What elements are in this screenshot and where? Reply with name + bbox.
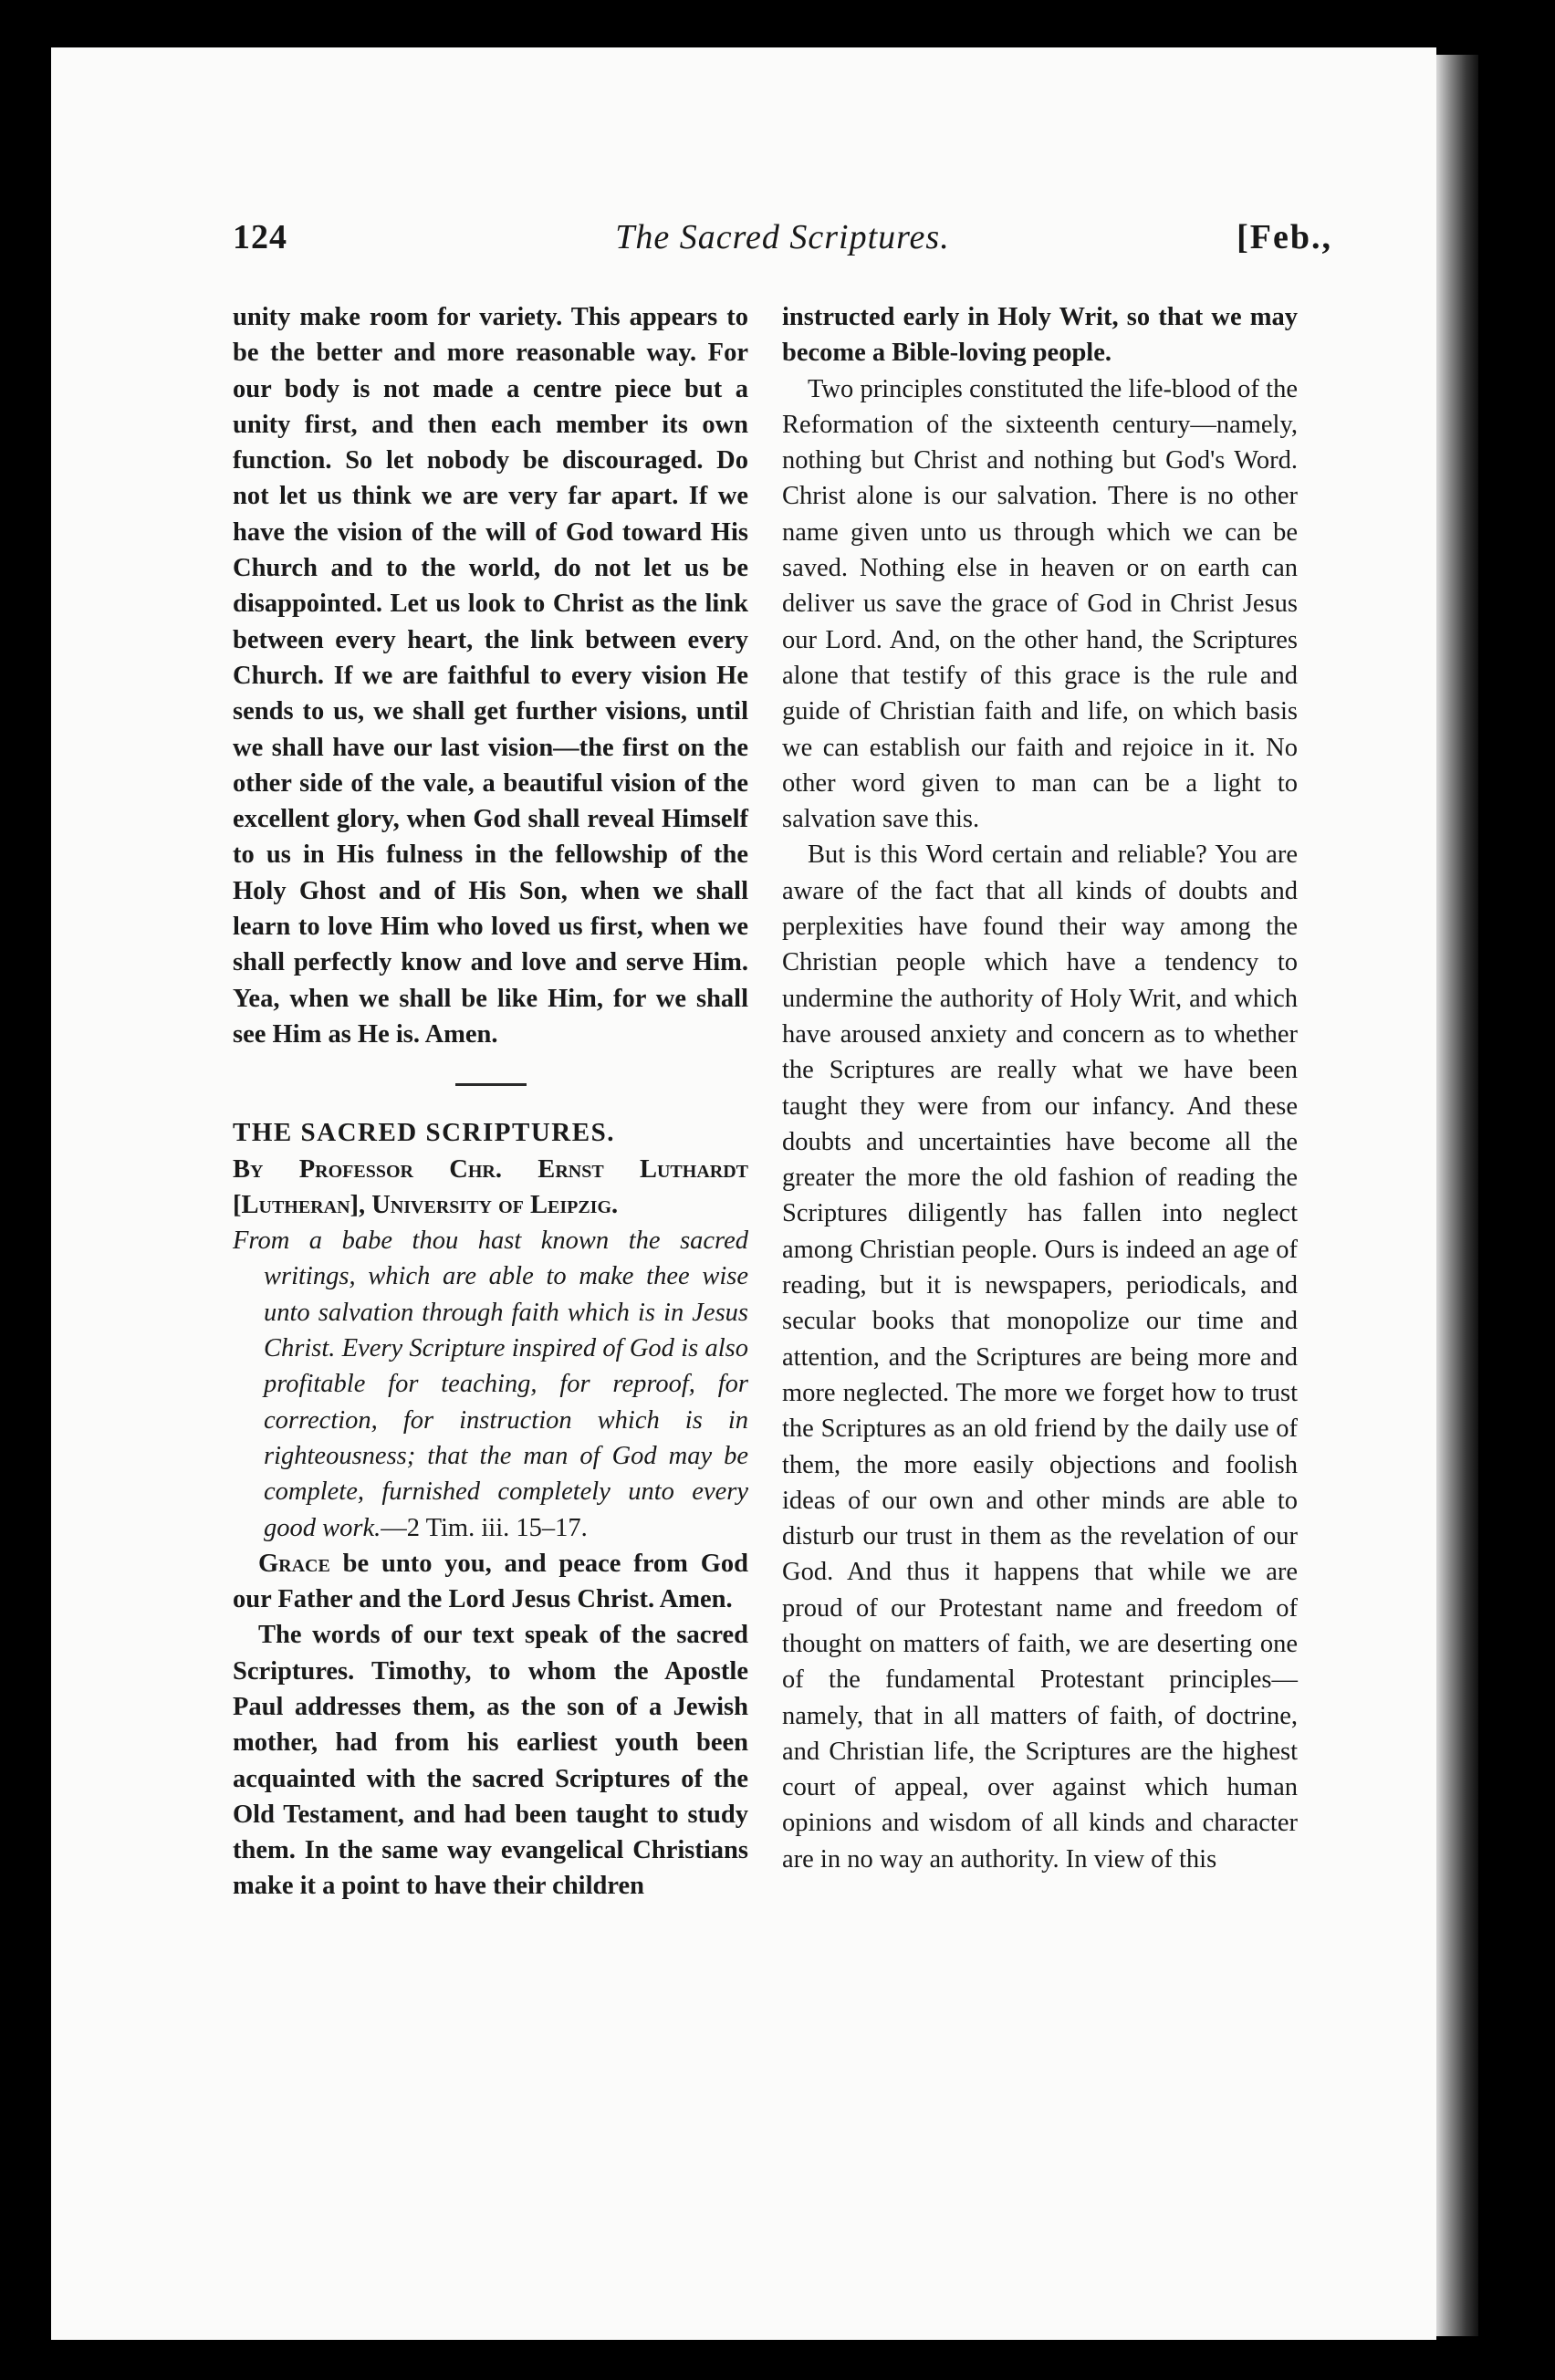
epigraph-text: From a babe thou hast known the sacred writings, which are able to make thee wise unto salvation through faith which is in Jesus Christ. Every Scripture inspired of God is also profitable for teaching, for reproof, for correction, for instruction which is in righteousness; that the man of God may be complete, furnished completely unto every good work.: [233, 1227, 748, 1542]
salutation-text: be unto you, and peace from God our Father and the Lord Jesus Christ. Amen.: [233, 1549, 748, 1614]
running-title: The Sacred Scriptures.: [615, 218, 950, 256]
body-paragraph: The words of our text speak of the sacred Scriptures. Timothy, to whom the Apostle Paul addresses them, as the son of a Jewish mother, had from his earliest youth been acquainted with the sacred Scriptures of the Old Testament, and had been taught to study them. In the same way evangelical Christians make it a point to have their children: [233, 1621, 748, 1901]
left-column: [233, 299, 748, 1905]
body-paragraph: Two principles constituted the life-blood of the Reformation of the sixteenth century—namely, nothing but Christ and nothing but God's Word. Christ alone is our salvation. There is no other name given unto us through which we can be saved. Nothing else in heaven or on earth can deliver us save the grace of God in Christ Jesus our Lord. And, on the other hand, the Scriptures alone that testify of this grace is the rule and guide of Christian faith and life, on which basis we can establish our faith and rejoice in it. No other word given to man can be a light to salvation save this.: [782, 374, 1298, 834]
salutation-lead: Grace: [258, 1549, 330, 1578]
scripture-epigraph: [233, 1223, 748, 1546]
article-byline: By Professor Chr. Ernst Luthardt [Lutheran], University of Leipzig.: [233, 1154, 748, 1219]
running-head: [233, 217, 1332, 263]
running-date: [Feb.,: [1237, 218, 1332, 256]
continued-paragraph: unity make room for variety. This appears to be the better and more reasonable way. For our body is not made a centre piece but a unity first, and then each member its own function. So let nobody be discouraged. Do not let us think we are very far apart. If we have the vision of the will of God toward His Church and to the world, do not let us be disappointed. Let us look to Christ as the link between every heart, the link between every Church. If we are faithful to every vision He sends to us, we shall get further visions, until we shall have our last vision—the first on the other side of the vale, a beautiful vision of the excellent glory, when God shall reveal Himself to us in His fulness in the fellowship of the Holy Ghost and of His Son, when we shall learn to love Him who loved us first, when we shall perfectly know and love and serve Him. Yea, when we shall be like Him, for we shall see Him as He is. Amen.: [233, 303, 748, 1049]
section-divider: [455, 1083, 527, 1086]
body-paragraph: But is this Word certain and reliable? You are aware of the fact that all kinds of doubts and perplexities have found their way among the Christian people which have a tendency to undermine the authority of Holy Writ, and which have aroused anxiety and concern as to whether the Scriptures are really what we have been taught they were from our infancy. And these doubts and uncertainties have become all the greater the more the old fashion of reading the Scriptures diligently has fallen into neglect among Christian people. Ours is indeed an age of reading, but it is newspapers, periodicals, and secular books that monopolize our time and attention, and the Scriptures are being more and more neglected. The more we forget how to trust the Scriptures as an old friend by the daily use of them, the more easily objections and foolish ideas of our own and other minds are able to disturb our trust in them as the revelation of our God. And thus it happens that while we are proud of our Protestant name and freedom of thought on matters of faith, we are deserting one of the fundamental Protestant principles—namely, that in all matters of faith, of doctrine, and Christian life, the Scriptures are the highest court of appeal, over against which human opinions and wisdom of all kinds and character are in no way an authority. In view of this: [782, 840, 1298, 1874]
salutation-paragraph: [233, 1546, 748, 1618]
page-fore-edge: [1436, 55, 1478, 2336]
body-paragraph: instructed early in Holy Writ, so that we may become a Bible-loving people.: [782, 303, 1298, 368]
article-title: THE SACRED SCRIPTURES.: [233, 1118, 615, 1148]
right-column: [782, 299, 1298, 1877]
epigraph-citation: —2 Tim. iii. 15–17.: [381, 1513, 588, 1542]
page-number: 124: [233, 218, 287, 256]
